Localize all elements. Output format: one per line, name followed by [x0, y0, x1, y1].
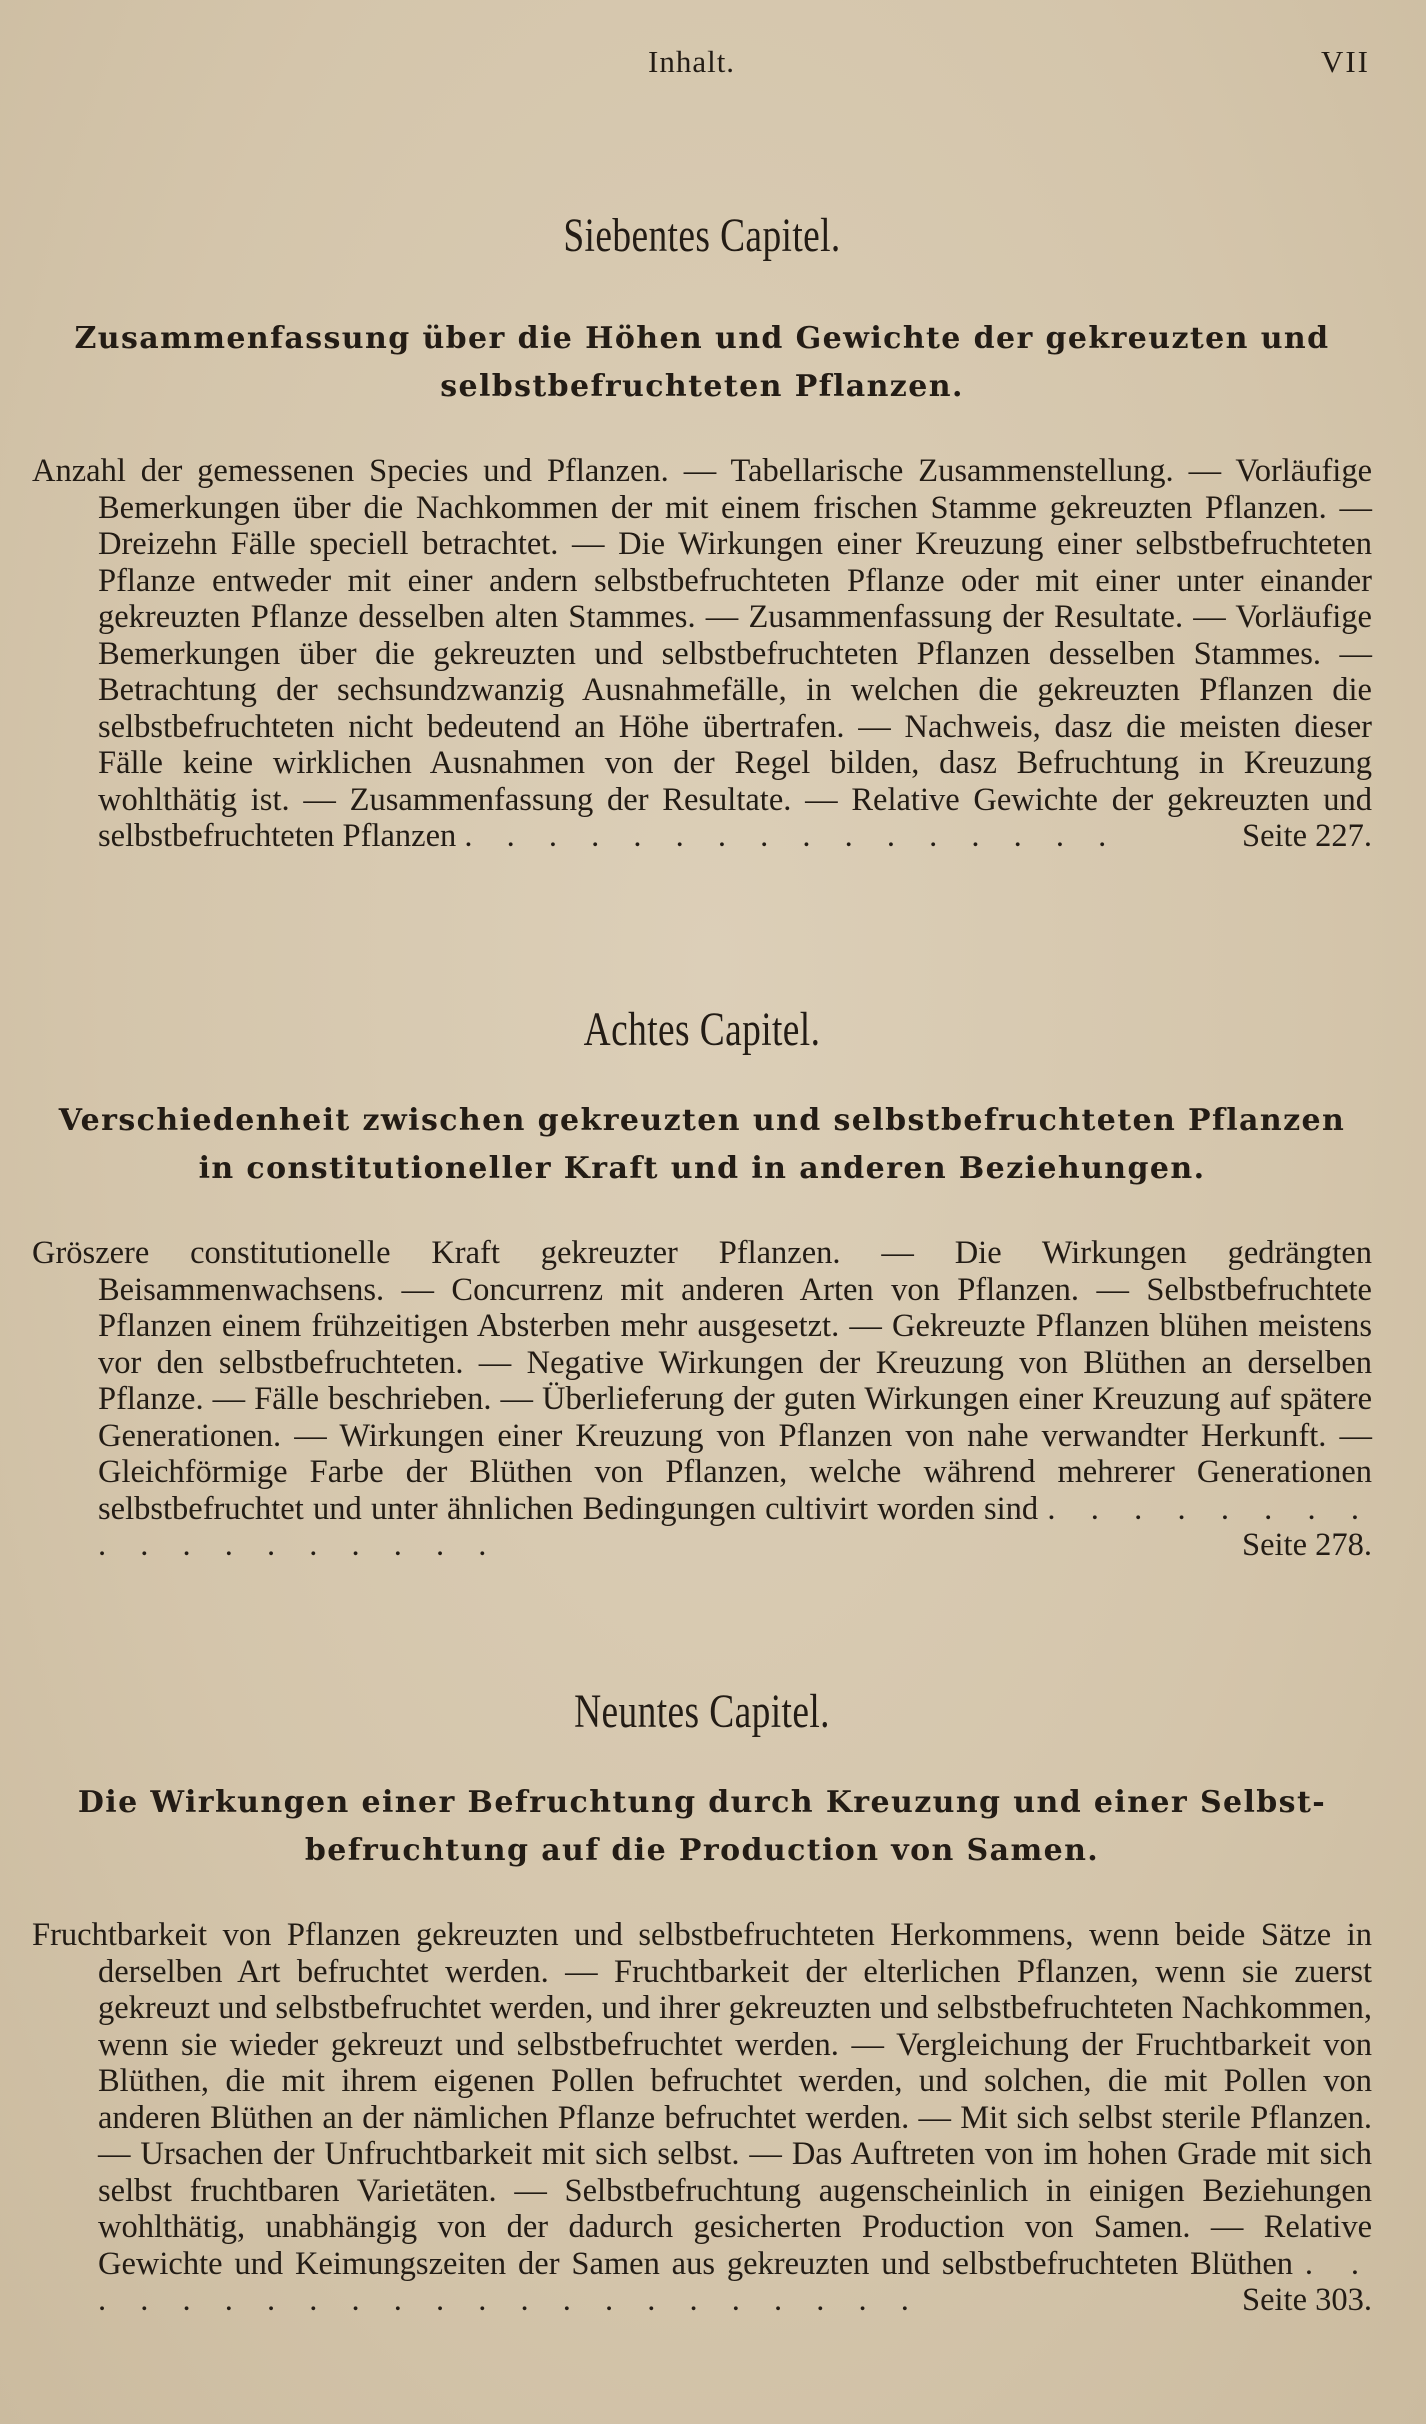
chapter-title: Achtes Capitel.: [583, 1003, 821, 1056]
chapter-summary-text: Gröszere constitutionelle Kraft gekreuzter Pflanzen. — Die Wirkungen gedrängten Beisammenwachsens. — Concurrenz mit anderen Arten von Pflanzen. — Selbstbefruchtete Pflanzen einem frühzeitigen Absterben mehr ausgesetzt. — Gekreuzte Pflanzen blühen meistens vor den selbstbefruchteten. — Negative Wirkungen der Kreuzung von Blüthen an derselben Pflanze. — Fälle beschrieben. — Überlieferung der guten Wirkungen einer Kreuzung auf spätere Generationen. — Wirkungen einer Kreuzung von Pflanzen von nahe verwandter Herkunft. — Gleichförmige Farbe der Blüthen von Pflanzen, welche während mehrerer Generationen selbstbefruchtet und unter ähnlichen Bedingungen cultivirt worden sind: [32, 1235, 1372, 1527]
chapter-neuntes: [32, 1684, 1372, 2319]
leader-dots: . . . . . . . . . . . . . . . . . .: [98, 1490, 1373, 1563]
leader-dots: . . . . . . . . . . . . . . . .: [464, 818, 1120, 854]
chapter-achtes: [32, 1002, 1372, 1564]
leader-dots: . . . . . . . . . . . . . . . . . . . . . .: [98, 2245, 1373, 2318]
page-reference: Seite 227.: [1242, 818, 1372, 854]
chapter-subtitle-line: Verschiedenheit zwischen gekreuzten und selbstbefruchteten Pflanzen: [58, 1103, 1346, 1138]
chapter-siebentes: [32, 208, 1372, 855]
chapter-subtitle: [32, 1097, 1372, 1193]
chapter-summary-text: Fruchtbarkeit von Pflanzen gekreuzten und selbstbefruchteten Herkommens, wenn beide Sätze in derselben Art befruchtet werden. — Fruchtbarkeit der elterlichen Pflanzen, wenn sie zuerst gekreuzt und selbstbefruchtet werden, und ihrer gekreuzten und selbstbefruchteten Nachkommen, wenn sie wieder gekreuzt und selbstbefruchtet werden. — Vergleichung der Fruchtbarkeit von Blüthen, die mit ihrem eigenen Pollen befruchtet werden, und solchen, die mit Pollen von anderen Blüthen an der nämlichen Pflanze befruchtet werden. — Mit sich selbst sterile Pflanzen. — Ursachen der Unfruchtbarkeit mit sich selbst. — Das Auftreten von im hohen Grade mit sich selbst fruchtbaren Varietäten. — Selbstbefruchtung augenscheinlich in einigen Beziehungen wohlthätig, unabhängig von der dadurch gesicherten Production von Samen. — Relative Gewichte und Keimungszeiten der Samen aus gekreuzten und selbstbefruchteten Blüthen: [32, 1917, 1372, 2282]
running-head-title: Inhalt.: [648, 44, 736, 79]
page-reference: Seite 303.: [1242, 2282, 1372, 2318]
running-head: [0, 44, 1426, 84]
chapter-subtitle: [32, 315, 1372, 411]
chapter-title: Siebentes Capitel.: [563, 209, 841, 262]
chapter-summary: [32, 453, 1372, 855]
chapter-summary: [32, 1235, 1372, 1564]
chapter-subtitle: [32, 1779, 1372, 1875]
chapter-subtitle-line: selbstbefruchteten Pflanzen.: [440, 369, 964, 404]
page-reference: Seite 278.: [1242, 1527, 1372, 1563]
chapter-subtitle-line: befruchtung auf die Production von Samen.: [304, 1833, 1100, 1868]
chapter-summary-text: Anzahl der gemessenen Species und Pflanzen. — Tabellarische Zusammenstellung. — Vorläufige Bemerkungen über die Nachkommen der mit einem frischen Stamme gekreuzten Pflanzen. — Dreizehn Fälle speciell betrachtet. — Die Wirkungen einer Kreuzung einer selbstbefruchteten Pflanze entweder mit einer andern selbstbefruchteten Pflanze oder mit einer unter einander gekreuzten Pflanze desselben alten Stammes. — Zusammenfassung der Resultate. — Vorläufige Bemerkungen über die gekreuzten und selbstbefruchteten Pflanzen desselben Stammes. — Betrachtung der sechsundzwanzig Ausnahmefälle, in welchen die gekreuzten Pflanzen die selbstbefruchteten nicht bedeutend an Höhe übertrafen. — Nachweis, dasz die meisten dieser Fälle keine wirklichen Ausnahmen von der Regel bilden, dasz Befruchtung in Kreuzung wohlthätig ist. — Zusammenfassung der Resultate. — Relative Gewichte der gekreuzten und selbstbefruchteten Pflanzen: [32, 453, 1372, 854]
chapter-summary: [32, 1917, 1372, 2319]
chapter-subtitle-line: in constitutioneller Kraft und in anderen Beziehungen.: [198, 1151, 1206, 1186]
chapter-subtitle-line: Zusammenfassung über die Höhen und Gewichte der gekreuzten und: [74, 321, 1330, 356]
chapter-title: Neuntes Capitel.: [574, 1685, 830, 1738]
chapter-subtitle-line: Die Wirkungen einer Befruchtung durch Kreuzung und einer Selbst-: [77, 1785, 1327, 1820]
page-number: VII: [1320, 44, 1370, 79]
